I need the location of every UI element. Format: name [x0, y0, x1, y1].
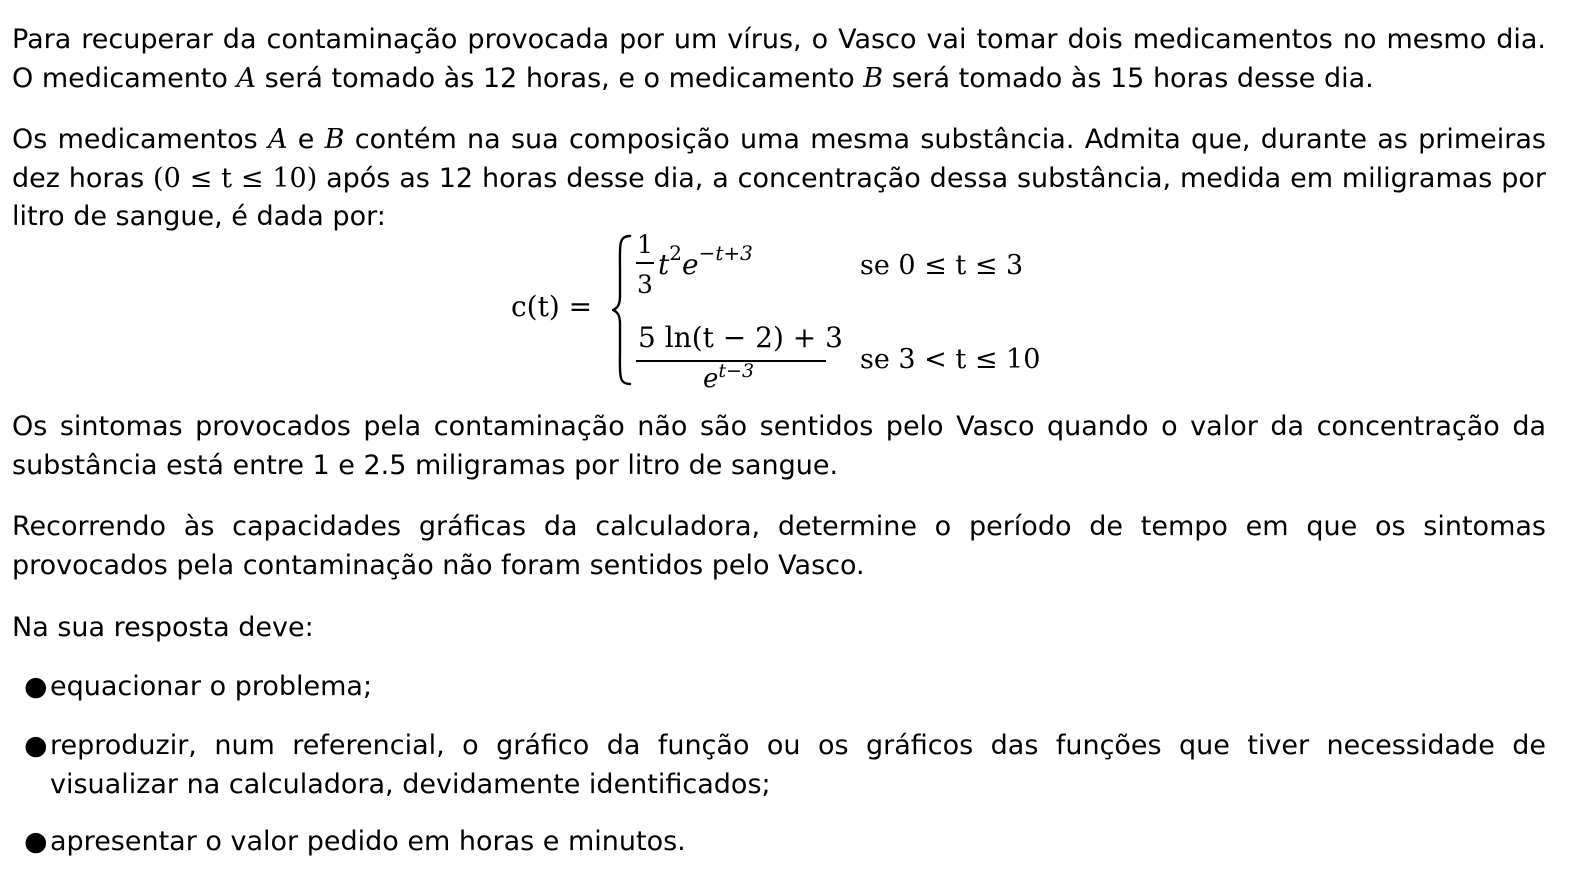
paragraph1-text-a: Para recuperar da contaminação provocada por um vírus, o Vasco vai tomar dois medicamentos no mesmo dia. O medicamento: [12, 24, 1546, 94]
paragraph-answer-requirements: Na sua resposta deve:: [12, 612, 314, 643]
paragraph-concentration-intro: [12, 121, 1546, 237]
bullet-text: equacionar o problema;: [50, 671, 373, 702]
piece1-condition: se 0 ≤ t ≤ 3: [860, 250, 1024, 281]
bullet-item: [24, 727, 1546, 804]
time-interval: (0 ≤ t ≤ 10): [153, 162, 318, 194]
medication-a-variable: A: [236, 62, 256, 94]
paragraph-task: Recorrendo às capacidades gráficas da calculadora, determine o período de tempo em que os sintomas provocados pela contaminação não foram sentidos pelo Vasco.: [12, 511, 1546, 581]
bullet-text: apresentar o valor pedido em horas e minutos.: [50, 826, 686, 857]
paragraph1-text-b: será tomado às 12 horas, e o medicamento: [256, 62, 864, 94]
paragraph-symptoms: Os sintomas provocados pela contaminação não são sentidos pelo Vasco quando o valor da concentração da substância está entre 1 e 2.5 miligramas por litro de sangue.: [12, 411, 1546, 481]
paragraph2-text-c: contém na sua composição uma mesma substância. Admita que, durante as primeiras dez horas: [12, 124, 1546, 194]
piece1-e-exponent: −t+3: [698, 241, 753, 265]
paragraph2-text-a: Os medicamentos: [12, 124, 268, 155]
bullet-item: [24, 668, 1546, 707]
piece1-coefficient-denominator: 3: [637, 270, 653, 299]
piece2-numerator: 5 ln(t − 2) + 3: [638, 321, 843, 354]
piece2-den-exponent: t−3: [718, 360, 755, 382]
piece1-exp-base: e: [682, 248, 699, 281]
bullet-dot-icon: ●: [24, 826, 48, 857]
bullet-item: [24, 823, 1546, 862]
paragraph2-text-b: e: [287, 124, 325, 155]
piece1-base: t: [658, 248, 670, 281]
paragraph1-text-c: será tomado às 15 horas desse dia.: [883, 62, 1374, 94]
left-brace-icon: [612, 234, 632, 386]
paragraph-medication-schedule: [12, 21, 1546, 98]
piece2-denominator: [703, 360, 755, 394]
bullet-dot-icon: ●: [24, 671, 48, 702]
piece1-coefficient-numerator: 1: [637, 230, 653, 259]
bullet-text: reproduzir, num referencial, o gráfico da função ou os gráficos das funções que tiver necessidade de visualizar na calculadora, devidamente identificados;: [50, 730, 1546, 800]
piece1-expression: [658, 241, 753, 281]
paragraph2-text-d: após as 12 horas desse dia, a concentração dessa substância, medida em miligramas por litro de sangue, é dada por:: [12, 162, 1547, 232]
piece2-condition: se 3 < t ≤ 10: [860, 344, 1041, 375]
medication-b-variable: B: [324, 124, 345, 155]
bullet-dot-icon: ●: [24, 730, 48, 761]
piece1-t-exponent: 2: [669, 241, 682, 265]
formula-lhs: c(t) =: [511, 290, 593, 323]
medication-b-variable: B: [863, 62, 884, 94]
medication-a-variable: A: [268, 124, 288, 155]
piece2-den-base: e: [703, 364, 719, 394]
piece1-fraction-bar: [636, 262, 654, 264]
